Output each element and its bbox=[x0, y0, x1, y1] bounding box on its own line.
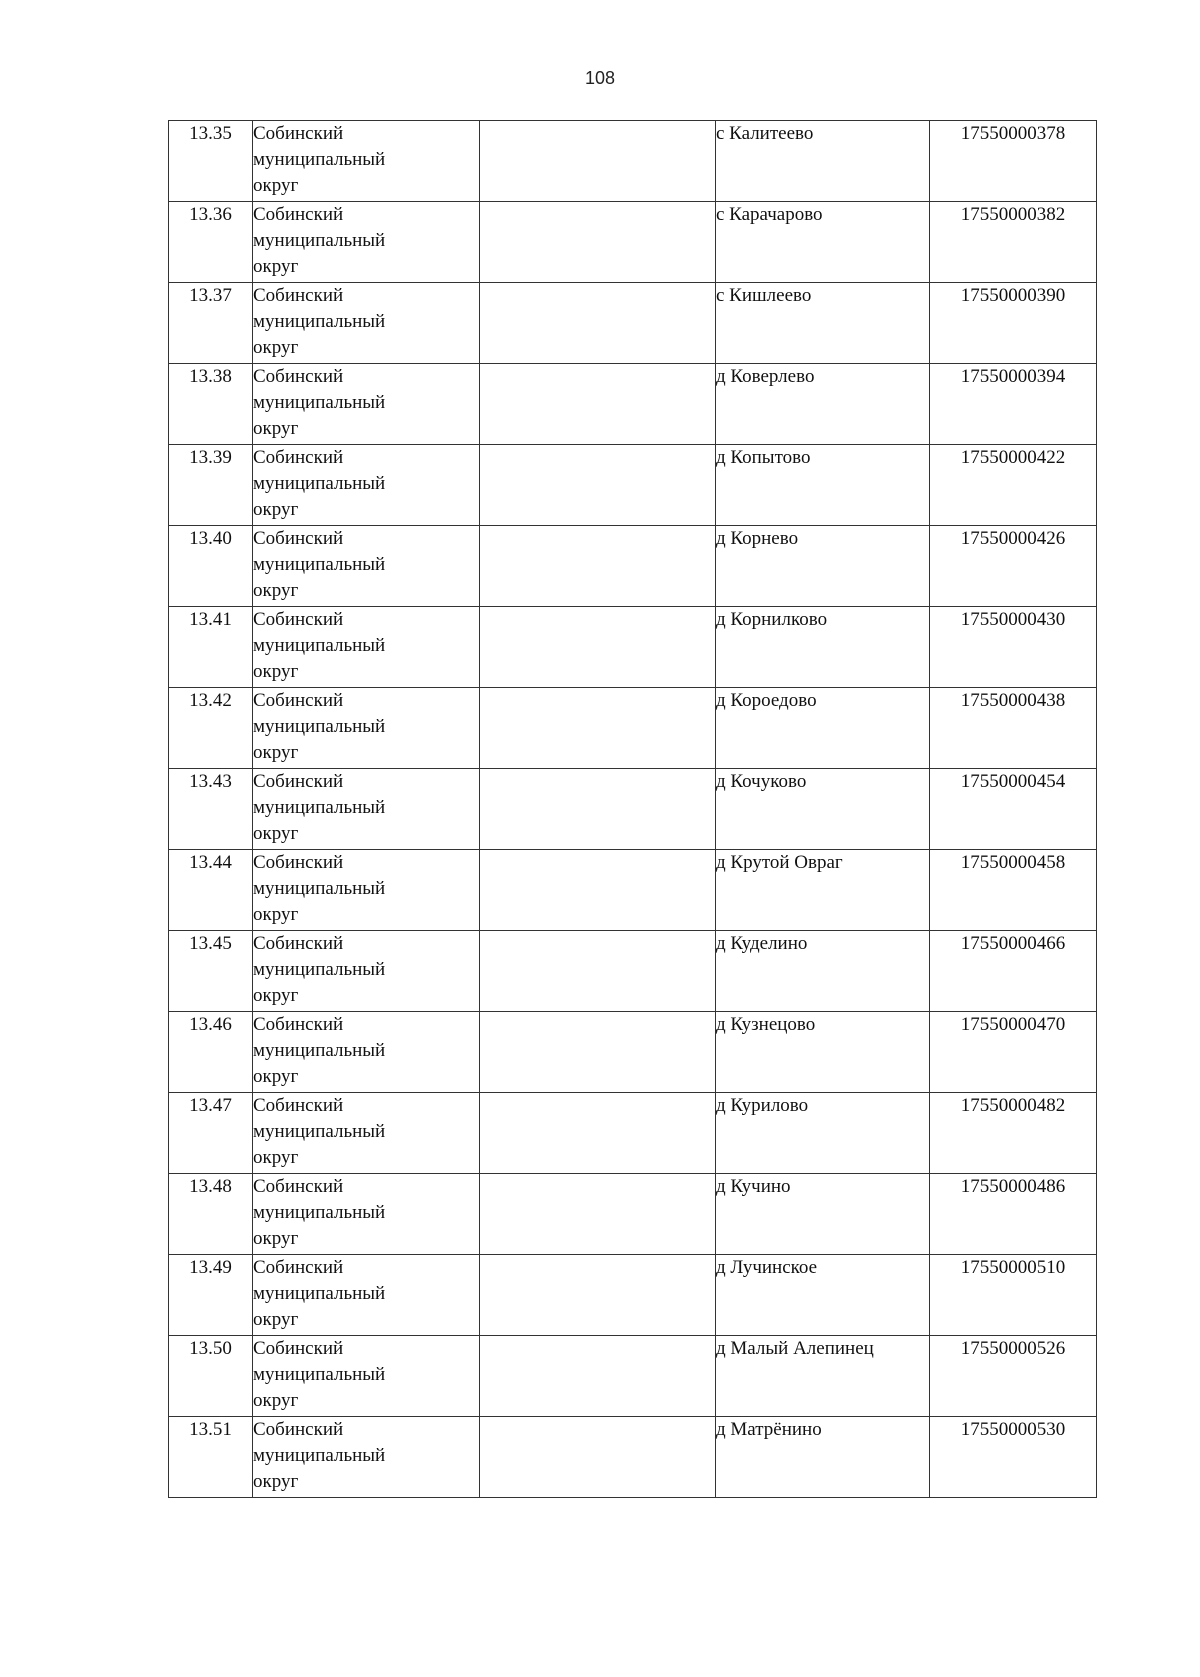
municipality-line: округ bbox=[253, 1309, 299, 1330]
empty-cell bbox=[480, 931, 716, 1012]
municipality-line: округ bbox=[253, 499, 299, 520]
municipality-line: муниципальный bbox=[253, 1121, 386, 1142]
municipality-line: Собинский bbox=[253, 1176, 344, 1197]
settlement-name: д Крутой Овраг bbox=[716, 850, 930, 931]
table-row bbox=[169, 445, 1097, 526]
municipality-line: округ bbox=[253, 1228, 299, 1249]
row-number: 13.39 bbox=[169, 445, 253, 526]
settlement-name: д Короедово bbox=[716, 688, 930, 769]
row-number: 13.41 bbox=[169, 607, 253, 688]
settlement-name: д Кочуково bbox=[716, 769, 930, 850]
oktmo-code: 17550000430 bbox=[930, 607, 1097, 688]
municipality-line: муниципальный bbox=[253, 635, 386, 656]
municipality-line: округ bbox=[253, 580, 299, 601]
oktmo-code: 17550000530 bbox=[930, 1417, 1097, 1498]
empty-cell bbox=[480, 1174, 716, 1255]
settlements-table bbox=[168, 120, 1097, 1498]
municipality-line: муниципальный bbox=[253, 1283, 386, 1304]
municipality-cell bbox=[253, 445, 480, 526]
oktmo-code: 17550000390 bbox=[930, 283, 1097, 364]
row-number: 13.38 bbox=[169, 364, 253, 445]
municipality-line: округ bbox=[253, 985, 299, 1006]
municipality-cell bbox=[253, 850, 480, 931]
table-row bbox=[169, 202, 1097, 283]
municipality-cell bbox=[253, 1012, 480, 1093]
municipality-line: муниципальный bbox=[253, 554, 386, 575]
settlement-name: д Малый Алепинец bbox=[716, 1336, 930, 1417]
municipality-line: округ bbox=[253, 418, 299, 439]
municipality-line: Собинский bbox=[253, 366, 344, 387]
municipality-line: округ bbox=[253, 1066, 299, 1087]
empty-cell bbox=[480, 1012, 716, 1093]
municipality-cell bbox=[253, 283, 480, 364]
settlement-name: д Коверлево bbox=[716, 364, 930, 445]
table-row bbox=[169, 526, 1097, 607]
municipality-line: Собинский bbox=[253, 123, 344, 144]
municipality-line: Собинский bbox=[253, 1419, 344, 1440]
municipality-line: Собинский bbox=[253, 204, 344, 225]
municipality-line: муниципальный bbox=[253, 1040, 386, 1061]
municipality-cell bbox=[253, 1417, 480, 1498]
municipality-cell bbox=[253, 364, 480, 445]
municipality-line: муниципальный bbox=[253, 149, 386, 170]
table-row bbox=[169, 769, 1097, 850]
empty-cell bbox=[480, 526, 716, 607]
municipality-cell bbox=[253, 121, 480, 202]
empty-cell bbox=[480, 1093, 716, 1174]
settlement-name: д Куделино bbox=[716, 931, 930, 1012]
table-row bbox=[169, 850, 1097, 931]
municipality-line: Собинский bbox=[253, 285, 344, 306]
row-number: 13.45 bbox=[169, 931, 253, 1012]
municipality-line: Собинский bbox=[253, 1014, 344, 1035]
municipality-line: округ bbox=[253, 1390, 299, 1411]
table-row bbox=[169, 1417, 1097, 1498]
municipality-line: Собинский bbox=[253, 852, 344, 873]
empty-cell bbox=[480, 688, 716, 769]
table-row bbox=[169, 1174, 1097, 1255]
municipality-line: муниципальный bbox=[253, 878, 386, 899]
municipality-line: округ bbox=[253, 1471, 299, 1492]
oktmo-code: 17550000510 bbox=[930, 1255, 1097, 1336]
row-number: 13.51 bbox=[169, 1417, 253, 1498]
table-row bbox=[169, 688, 1097, 769]
oktmo-code: 17550000454 bbox=[930, 769, 1097, 850]
empty-cell bbox=[480, 607, 716, 688]
table-row bbox=[169, 121, 1097, 202]
table-row bbox=[169, 607, 1097, 688]
municipality-line: округ bbox=[253, 904, 299, 925]
municipality-line: муниципальный bbox=[253, 1364, 386, 1385]
row-number: 13.47 bbox=[169, 1093, 253, 1174]
municipality-cell bbox=[253, 526, 480, 607]
municipality-cell bbox=[253, 769, 480, 850]
row-number: 13.49 bbox=[169, 1255, 253, 1336]
table-row bbox=[169, 931, 1097, 1012]
municipality-line: округ bbox=[253, 661, 299, 682]
municipality-line: Собинский bbox=[253, 447, 344, 468]
settlement-name: с Карачарово bbox=[716, 202, 930, 283]
settlement-name: д Матрёнино bbox=[716, 1417, 930, 1498]
page-number: 108 bbox=[584, 68, 616, 88]
oktmo-code: 17550000466 bbox=[930, 931, 1097, 1012]
empty-cell bbox=[480, 202, 716, 283]
empty-cell bbox=[480, 769, 716, 850]
oktmo-code: 17550000470 bbox=[930, 1012, 1097, 1093]
empty-cell bbox=[480, 364, 716, 445]
municipality-line: муниципальный bbox=[253, 959, 386, 980]
municipality-line: округ bbox=[253, 175, 299, 196]
empty-cell bbox=[480, 121, 716, 202]
table-row bbox=[169, 283, 1097, 364]
settlement-name: д Корнево bbox=[716, 526, 930, 607]
table-row bbox=[169, 1093, 1097, 1174]
table-row bbox=[169, 1255, 1097, 1336]
municipality-cell bbox=[253, 688, 480, 769]
municipality-cell bbox=[253, 1174, 480, 1255]
table-row bbox=[169, 1012, 1097, 1093]
oktmo-code: 17550000526 bbox=[930, 1336, 1097, 1417]
municipality-line: Собинский bbox=[253, 1338, 344, 1359]
row-number: 13.36 bbox=[169, 202, 253, 283]
oktmo-code: 17550000426 bbox=[930, 526, 1097, 607]
municipality-cell bbox=[253, 1336, 480, 1417]
empty-cell bbox=[480, 1336, 716, 1417]
oktmo-code: 17550000422 bbox=[930, 445, 1097, 526]
municipality-line: муниципальный bbox=[253, 311, 386, 332]
municipality-line: Собинский bbox=[253, 528, 344, 549]
municipality-line: округ bbox=[253, 1147, 299, 1168]
row-number: 13.35 bbox=[169, 121, 253, 202]
municipality-line: муниципальный bbox=[253, 473, 386, 494]
municipality-line: округ bbox=[253, 337, 299, 358]
municipality-line: Собинский bbox=[253, 690, 344, 711]
row-number: 13.42 bbox=[169, 688, 253, 769]
municipality-cell bbox=[253, 202, 480, 283]
settlement-name: д Лучинское bbox=[716, 1255, 930, 1336]
settlement-name: д Корнилково bbox=[716, 607, 930, 688]
row-number: 13.48 bbox=[169, 1174, 253, 1255]
municipality-line: Собинский bbox=[253, 933, 344, 954]
empty-cell bbox=[480, 850, 716, 931]
oktmo-code: 17550000378 bbox=[930, 121, 1097, 202]
settlement-name: с Калитеево bbox=[716, 121, 930, 202]
settlement-name: д Кузнецово bbox=[716, 1012, 930, 1093]
empty-cell bbox=[480, 1255, 716, 1336]
municipality-cell bbox=[253, 931, 480, 1012]
municipality-cell bbox=[253, 607, 480, 688]
municipality-line: округ bbox=[253, 823, 299, 844]
oktmo-code: 17550000486 bbox=[930, 1174, 1097, 1255]
row-number: 13.37 bbox=[169, 283, 253, 364]
row-number: 13.46 bbox=[169, 1012, 253, 1093]
oktmo-code: 17550000458 bbox=[930, 850, 1097, 931]
empty-cell bbox=[480, 1417, 716, 1498]
municipality-cell bbox=[253, 1093, 480, 1174]
municipality-cell bbox=[253, 1255, 480, 1336]
table-row bbox=[169, 1336, 1097, 1417]
municipality-line: округ bbox=[253, 256, 299, 277]
settlement-name: д Кучино bbox=[716, 1174, 930, 1255]
municipality-line: муниципальный bbox=[253, 797, 386, 818]
municipality-line: Собинский bbox=[253, 1257, 344, 1278]
empty-cell bbox=[480, 283, 716, 364]
municipality-line: Собинский bbox=[253, 609, 344, 630]
oktmo-code: 17550000382 bbox=[930, 202, 1097, 283]
municipality-line: муниципальный bbox=[253, 1445, 386, 1466]
oktmo-code: 17550000482 bbox=[930, 1093, 1097, 1174]
empty-cell bbox=[480, 445, 716, 526]
settlement-name: д Копытово bbox=[716, 445, 930, 526]
row-number: 13.44 bbox=[169, 850, 253, 931]
settlement-name: с Кишлеево bbox=[716, 283, 930, 364]
municipality-line: муниципальный bbox=[253, 392, 386, 413]
municipality-line: муниципальный bbox=[253, 1202, 386, 1223]
municipality-line: округ bbox=[253, 742, 299, 763]
municipality-line: Собинский bbox=[253, 1095, 344, 1116]
table-row bbox=[169, 364, 1097, 445]
row-number: 13.50 bbox=[169, 1336, 253, 1417]
municipality-line: муниципальный bbox=[253, 230, 386, 251]
oktmo-code: 17550000438 bbox=[930, 688, 1097, 769]
row-number: 13.40 bbox=[169, 526, 253, 607]
municipality-line: Собинский bbox=[253, 771, 344, 792]
oktmo-code: 17550000394 bbox=[930, 364, 1097, 445]
settlement-name: д Курилово bbox=[716, 1093, 930, 1174]
row-number: 13.43 bbox=[169, 769, 253, 850]
municipality-line: муниципальный bbox=[253, 716, 386, 737]
